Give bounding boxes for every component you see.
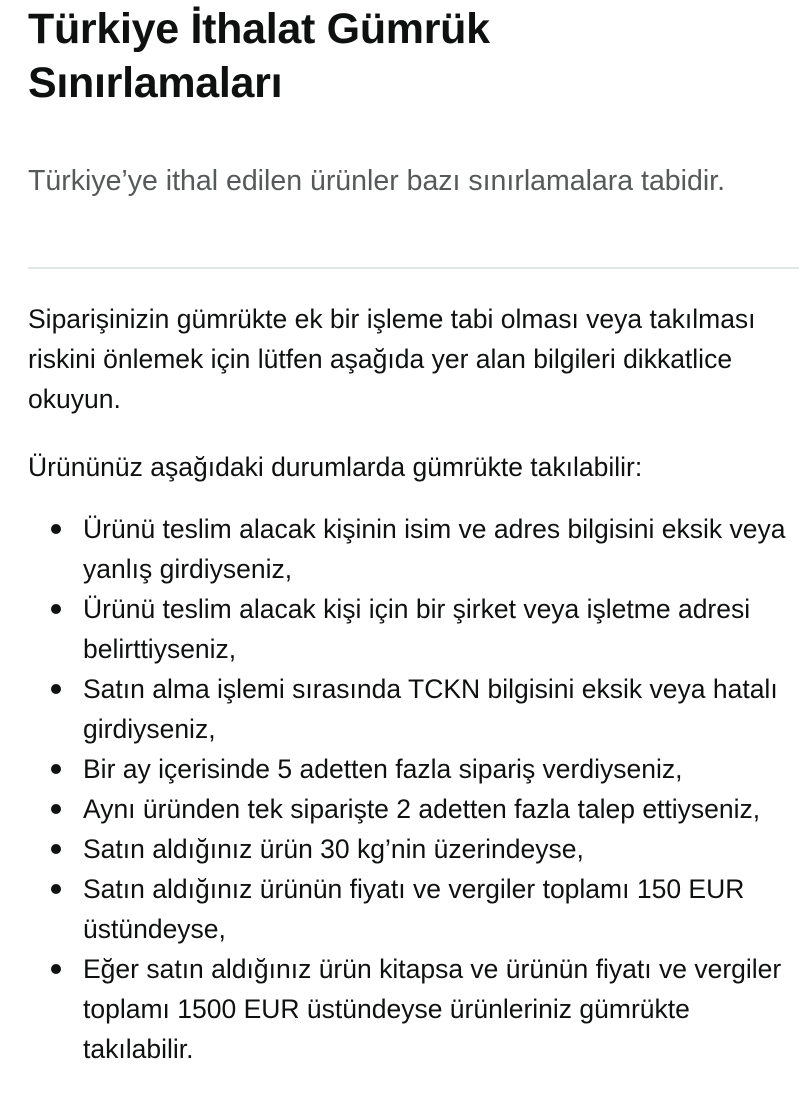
list-item: [28, 789, 793, 829]
intro-paragraph: Siparişinizin gümrükte ek bir işleme tabi olması veya takılması riskini önlemek için lütfen aşağıda yer alan bilgileri dikkatlice okuyun.: [28, 304, 756, 414]
list-item-text: Eğer satın aldığınız ürün kitapsa ve ürünün fiyatı ve vergiler toplamı 1500 EUR üstündeyse ürünleriniz gümrükte takılabilir.: [83, 954, 782, 1064]
list-item-text: Bir ay içerisinde 5 adetten fazla sipariş verdiyseniz,: [83, 754, 683, 784]
bullet-icon: [51, 804, 61, 814]
list-item: [28, 949, 793, 1069]
list-item: [28, 749, 793, 789]
reasons-lead: Ürününüz aşağıdaki durumlarda gümrükte takılabilir:: [28, 452, 643, 482]
list-item: [28, 669, 793, 749]
list-item-text: Satın aldığınız ürün 30 kg’nin üzerindeyse,: [83, 834, 584, 864]
bullet-icon: [51, 844, 61, 854]
list-item: [28, 829, 793, 869]
list-item: [28, 589, 793, 669]
list-item-text: Satın alma işlemi sırasında TCKN bilgisini eksik veya hatalı girdiyseniz,: [83, 674, 778, 744]
list-item-text: Satın aldığınız ürünün fiyatı ve vergiler toplamı 150 EUR üstündeyse,: [83, 874, 745, 944]
list-item: [28, 869, 793, 949]
list-item-text: Ürünü teslim alacak kişinin isim ve adres bilgisini eksik veya yanlış girdiyseniz,: [83, 514, 786, 584]
bullet-icon: [51, 684, 61, 694]
bullet-icon: [51, 884, 61, 894]
bullet-icon: [51, 524, 61, 534]
section-divider: [28, 267, 799, 269]
list-item: [28, 509, 793, 589]
list-item-text: Ürünü teslim alacak kişi için bir şirket veya işletme adresi belirttiyseniz,: [83, 594, 751, 664]
bullet-icon: [51, 964, 61, 974]
page-title: Türkiye İthalat Gümrük Sınırlamaları: [28, 5, 490, 107]
list-item-text: Aynı üründen tek siparişte 2 adetten fazla talep ettiyseniz,: [83, 794, 761, 824]
reasons-list: [28, 509, 793, 1069]
bullet-icon: [51, 764, 61, 774]
page-subtitle: Türkiye’ye ithal edilen ürünler bazı sınırlamalara tabidir.: [28, 165, 725, 197]
bullet-icon: [51, 604, 61, 614]
